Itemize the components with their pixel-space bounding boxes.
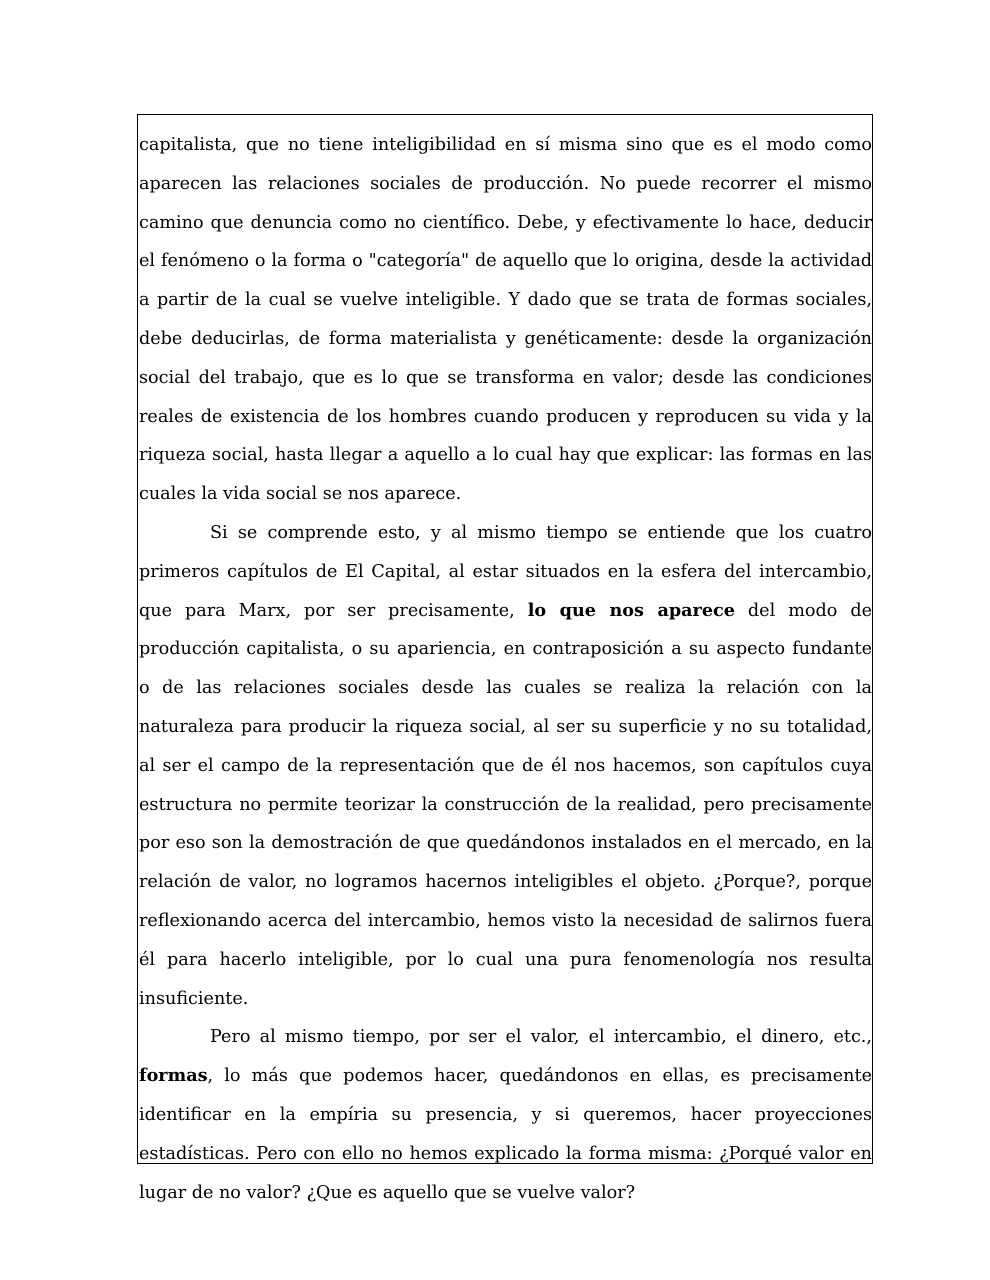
paragraph-3-text-start: Pero al mismo tiempo, por ser el valor, el intercambio, el dinero, etc., (210, 1027, 872, 1048)
paragraph-2-text-start: Si se comprende esto, y al mismo tiempo se entiende que los cuatro primeros capítulos de El Capital, al estar situados en la esfera del intercambio, que para Marx, por ser precisamente, (139, 522, 872, 621)
text-body (139, 126, 872, 1212)
emphasis-lo-que-nos-aparece: lo que nos aparece (527, 599, 735, 621)
emphasis-formas: formas (139, 1065, 208, 1087)
paragraph-2 (139, 514, 872, 1018)
paragraph-3-text-end: , lo más que podemos hacer, quedándonos en ellas, es precisamente identificar en la empíria su presencia, y si queremos, hacer proyecciones estadísticas. Pero con ello no hemos explicado la forma misma: ¿Porqué valor en lugar de no valor? ¿Que es aquello que se vuelve valor? (139, 1066, 872, 1203)
paragraph-3 (139, 1018, 872, 1212)
paragraph-1-text: capitalista, que no tiene inteligibilidad en sí misma sino que es el modo como aparecen las relaciones sociales de producción. No puede recorrer el mismo camino que denuncia como no científico. Debe, y efectivamente lo hace, deducir el fenómeno o la forma o "categoría" de aquello que lo origina, desde la actividad a partir de la cual se vuelve inteligible. Y dado que se trata de formas sociales, debe deducirlas, de forma materialista y genéticamente: desde la organización social del trabajo, que es lo que se transforma en valor; desde las condiciones reales de existencia de los hombres cuando producen y reproducen su vida y la riqueza social, hasta llegar a aquello a lo cual hay que explicar: las formas en las cuales la vida social se nos aparece. (139, 135, 872, 505)
paragraph-2-text-end: del modo de producción capitalista, o su apariencia, en contraposición a su aspecto fundante o de las relaciones sociales desde las cuales se realiza la relación con la naturaleza para producir la riqueza social, al ser su superficie y no su totalidad, al ser el campo de la representación que de él nos hacemos, son capítulos cuya estructura no permite teorizar la construcción de la realidad, pero precisamente por eso son la demostración de que quedándonos instalados en el mercado, en la relación de valor, no logramos hacernos inteligibles el objeto. ¿Porque?, porque reflexionando acerca del intercambio, hemos visto la necesidad de salirnos fuera él para hacerlo inteligible, por lo cual una pura fenomenología nos resulta insuficiente. (139, 600, 873, 1009)
paragraph-1 (139, 126, 872, 514)
